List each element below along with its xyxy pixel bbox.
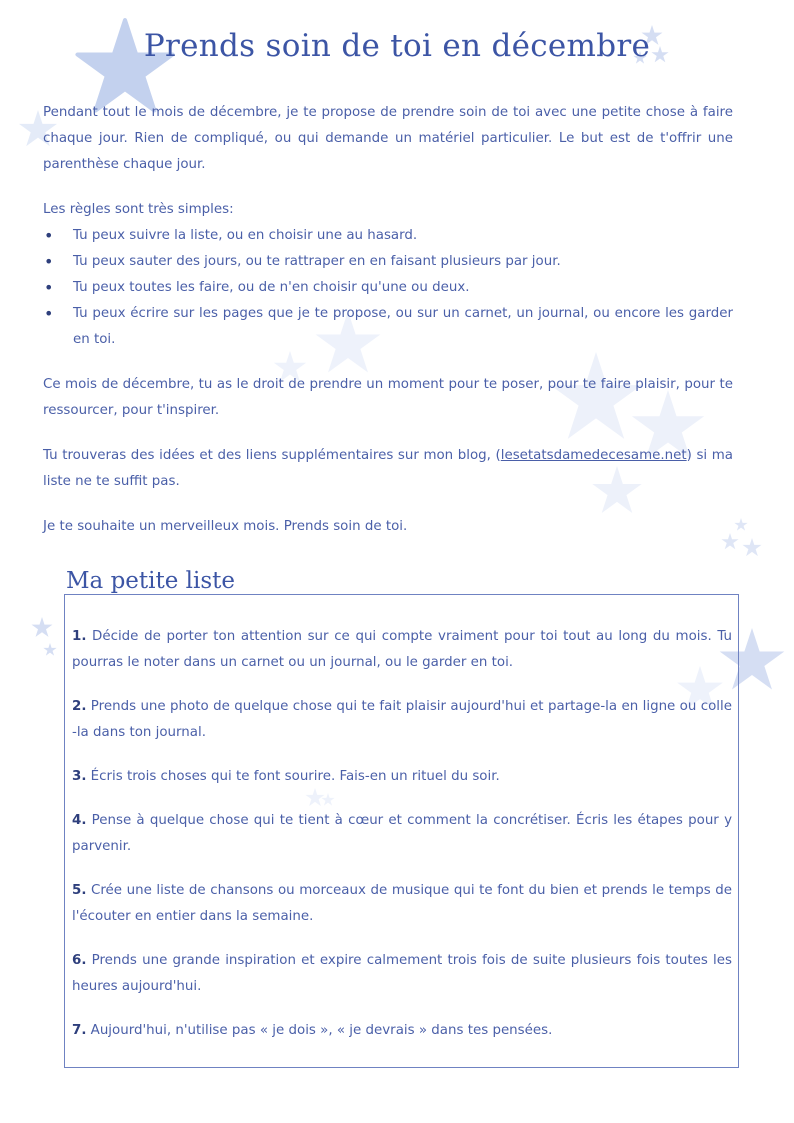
blog-paragraph: Tu trouveras des idées et des liens supplémentaires sur mon blog, (lesetatsdamedecesame.net) si ma liste ne te suffit pas.: [43, 448, 733, 489]
rules-heading: Les règles sont très simples:: [43, 202, 234, 217]
checklist: [72, 624, 732, 1062]
intro-paragraph: Pendant tout le mois de décembre, je te propose de prendre soin de toi avec une petite chose à faire chaque jour. Rien de compliqué, ou qui demande un matériel particulier. Le but est de t'offrir une parenthèse chaque jour.: [43, 105, 733, 172]
closing-paragraph: Je te souhaite un merveilleux mois. Prends soin de toi.: [43, 519, 408, 534]
item-text: Prends une photo de quelque chose qui te fait plaisir aujourd'hui et partage-la en ligne ou colle -la dans ton journal.: [72, 699, 732, 740]
bullet-icon: •: [44, 278, 54, 297]
item-number: 7.: [72, 1023, 87, 1038]
list-item: • Tu peux écrire sur les pages que je te propose, ou sur un carnet, un journal, ou encore les garder en toi.: [43, 301, 733, 353]
item-number: 4.: [72, 813, 87, 828]
bullet-icon: •: [44, 252, 54, 271]
item-number: 5.: [72, 883, 87, 898]
list-item: [72, 808, 732, 860]
item-text: Décide de porter ton attention sur ce qui compte vraiment pour toi tout au long du mois. Tu pourras le noter dans un carnet ou un journal, ou le garder en toi.: [72, 629, 732, 670]
page-title: Prends soin de toi en décembre: [143, 28, 651, 64]
list-title: Ma petite liste: [66, 568, 236, 594]
blog-link[interactable]: lesetatsdamedecesame.net: [500, 448, 687, 463]
item-number: 6.: [72, 953, 87, 968]
item-text: Aujourd'hui, n'utilise pas « je dois », « je devrais » dans tes pensées.: [86, 1023, 553, 1038]
list-item: [72, 624, 732, 676]
list-item: [72, 948, 732, 1000]
rules-list: [43, 223, 733, 353]
bullet-icon: •: [44, 226, 54, 245]
item-text: Écris trois choses qui te font sourire. Fais-en un rituel du soir.: [86, 769, 500, 784]
list-item: • Tu peux toutes les faire, ou de n'en choisir qu'une ou deux.: [43, 275, 733, 301]
list-item: [72, 1018, 732, 1044]
item-number: 2.: [72, 699, 87, 714]
item-number: 3.: [72, 769, 87, 784]
bullet-icon: •: [44, 304, 54, 323]
list-item: [72, 764, 732, 790]
list-item: • Tu peux suivre la liste, ou en choisir une au hasard.: [43, 223, 733, 249]
item-text: Crée une liste de chansons ou morceaux de musique qui te font du bien et prends le temps de l'écouter en entier dans la semaine.: [72, 883, 732, 924]
intro-section: [43, 100, 733, 559]
list-item: [72, 694, 732, 746]
item-text: Pense à quelque chose qui te tient à cœur et comment la concrétiser. Écris les étapes pour y parvenir.: [72, 813, 732, 854]
item-text: Prends une grande inspiration et expire calmement trois fois de suite plusieurs fois toutes les heures aujourd'hui.: [72, 953, 732, 994]
list-item: • Tu peux sauter des jours, ou te rattraper en en faisant plusieurs par jour.: [43, 249, 733, 275]
list-item: [72, 878, 732, 930]
permission-paragraph: Ce mois de décembre, tu as le droit de prendre un moment pour te poser, pour te faire plaisir, pour te ressourcer, pour t'inspirer.: [43, 377, 733, 418]
item-number: 1.: [72, 629, 87, 644]
